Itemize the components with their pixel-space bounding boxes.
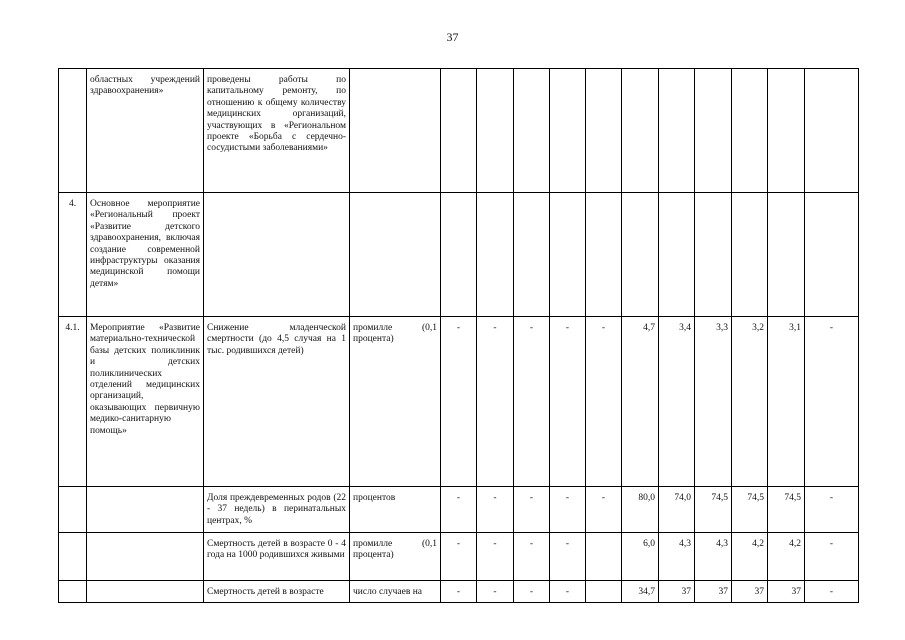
value-cell	[514, 69, 550, 193]
activity-cell	[87, 581, 204, 603]
value-cell	[732, 193, 768, 317]
value-cell	[550, 69, 586, 193]
indicator-cell: Смертность детей в возрасте	[204, 581, 350, 603]
value-cell	[732, 69, 768, 193]
value-cell: 3,2	[732, 317, 768, 487]
value-cell	[550, 193, 586, 317]
value-cell: 80,0	[622, 487, 659, 533]
value-cell	[805, 193, 859, 317]
value-cell: -	[514, 317, 550, 487]
unit-cell	[350, 193, 441, 317]
value-cell: -	[477, 487, 514, 533]
value-cell	[695, 193, 732, 317]
table-row	[59, 193, 859, 317]
indicator-cell	[204, 193, 350, 317]
value-cell	[477, 193, 514, 317]
value-cell: -	[805, 533, 859, 581]
value-cell: -	[441, 533, 477, 581]
value-cell	[514, 193, 550, 317]
page-number: 37	[446, 30, 459, 44]
value-cell: 4,7	[622, 317, 659, 487]
unit-cell	[350, 69, 441, 193]
value-cell: -	[805, 581, 859, 603]
row-number-cell	[59, 487, 87, 533]
activity-cell: Основное мероприятие «Региональный проект «Развитие детского здравоохранения, включая создание современной инфраструктуры оказания медицинской помощи детям»	[87, 193, 204, 317]
value-cell: 4,2	[768, 533, 805, 581]
value-cell: 6,0	[622, 533, 659, 581]
value-cell	[768, 193, 805, 317]
value-cell: 3,1	[768, 317, 805, 487]
unit-cell: процентов	[350, 487, 441, 533]
activity-cell	[87, 533, 204, 581]
value-cell: -	[514, 487, 550, 533]
indicator-cell: Смертность детей в возрасте 0 - 4 года на 1000 родившихся живыми	[204, 533, 350, 581]
indicator-cell: Снижение младенческой смертности (до 4,5 случая на 1 тыс. родившихся детей)	[204, 317, 350, 487]
value-cell: 74,5	[732, 487, 768, 533]
value-cell	[805, 69, 859, 193]
row-number-cell: 4.1.	[59, 317, 87, 487]
row-number-cell	[59, 581, 87, 603]
value-cell	[586, 193, 622, 317]
value-cell: 37	[732, 581, 768, 603]
value-cell	[441, 69, 477, 193]
value-cell: -	[514, 533, 550, 581]
value-cell: -	[586, 317, 622, 487]
row-number-cell	[59, 69, 87, 193]
value-cell: 4,3	[659, 533, 695, 581]
value-cell	[695, 69, 732, 193]
table-row	[59, 487, 859, 533]
value-cell: 74,5	[695, 487, 732, 533]
value-cell	[659, 69, 695, 193]
value-cell: 37	[695, 581, 732, 603]
value-cell: -	[805, 317, 859, 487]
activity-cell: Мероприятие «Развитие материально-технической базы детских поликлиник и детских поликлинических отделений медицинских организаций, оказывающих первичную медико-санитарную помощь»	[87, 317, 204, 487]
value-cell: -	[477, 533, 514, 581]
value-cell: 74,0	[659, 487, 695, 533]
unit-cell: промилле (0,1 процента)	[350, 533, 441, 581]
indicator-cell: Доля преждевременных родов (22 - 37 недель) в перинатальных центрах, %	[204, 487, 350, 533]
value-cell	[586, 533, 622, 581]
activity-cell: областных учреждений здравоохранения»	[87, 69, 204, 193]
value-cell: 4,2	[732, 533, 768, 581]
table-row	[59, 69, 859, 193]
table-row	[59, 533, 859, 581]
value-cell	[477, 69, 514, 193]
value-cell: 4,3	[695, 533, 732, 581]
value-cell	[659, 193, 695, 317]
value-cell: 74,5	[768, 487, 805, 533]
value-cell: -	[550, 581, 586, 603]
value-cell	[768, 69, 805, 193]
row-number-cell	[59, 533, 87, 581]
value-cell: -	[514, 581, 550, 603]
value-cell: 34,7	[622, 581, 659, 603]
value-cell: 3,3	[695, 317, 732, 487]
indicator-cell: проведены работы по капитальному ремонту, по отношению к общему количеству медицинских организаций, участвующих в «Региональном проекте «Борьба с сердечно-сосудистыми заболеваниями»	[204, 69, 350, 193]
value-cell: -	[477, 317, 514, 487]
value-cell: 37	[659, 581, 695, 603]
activity-cell	[87, 487, 204, 533]
value-cell: -	[550, 317, 586, 487]
value-cell	[586, 581, 622, 603]
row-number-cell: 4.	[59, 193, 87, 317]
table-row	[59, 581, 859, 603]
value-cell: -	[586, 487, 622, 533]
value-cell	[622, 193, 659, 317]
value-cell: -	[550, 487, 586, 533]
value-cell	[441, 193, 477, 317]
table-row	[59, 317, 859, 487]
value-cell: -	[477, 581, 514, 603]
value-cell: -	[550, 533, 586, 581]
program-table	[58, 68, 859, 603]
value-cell: 3,4	[659, 317, 695, 487]
value-cell	[586, 69, 622, 193]
value-cell: -	[441, 581, 477, 603]
unit-cell: промилле (0,1 процента)	[350, 317, 441, 487]
value-cell: -	[441, 487, 477, 533]
value-cell	[622, 69, 659, 193]
value-cell: 37	[768, 581, 805, 603]
value-cell: -	[441, 317, 477, 487]
unit-cell: число случаев на	[350, 581, 441, 603]
value-cell: -	[805, 487, 859, 533]
